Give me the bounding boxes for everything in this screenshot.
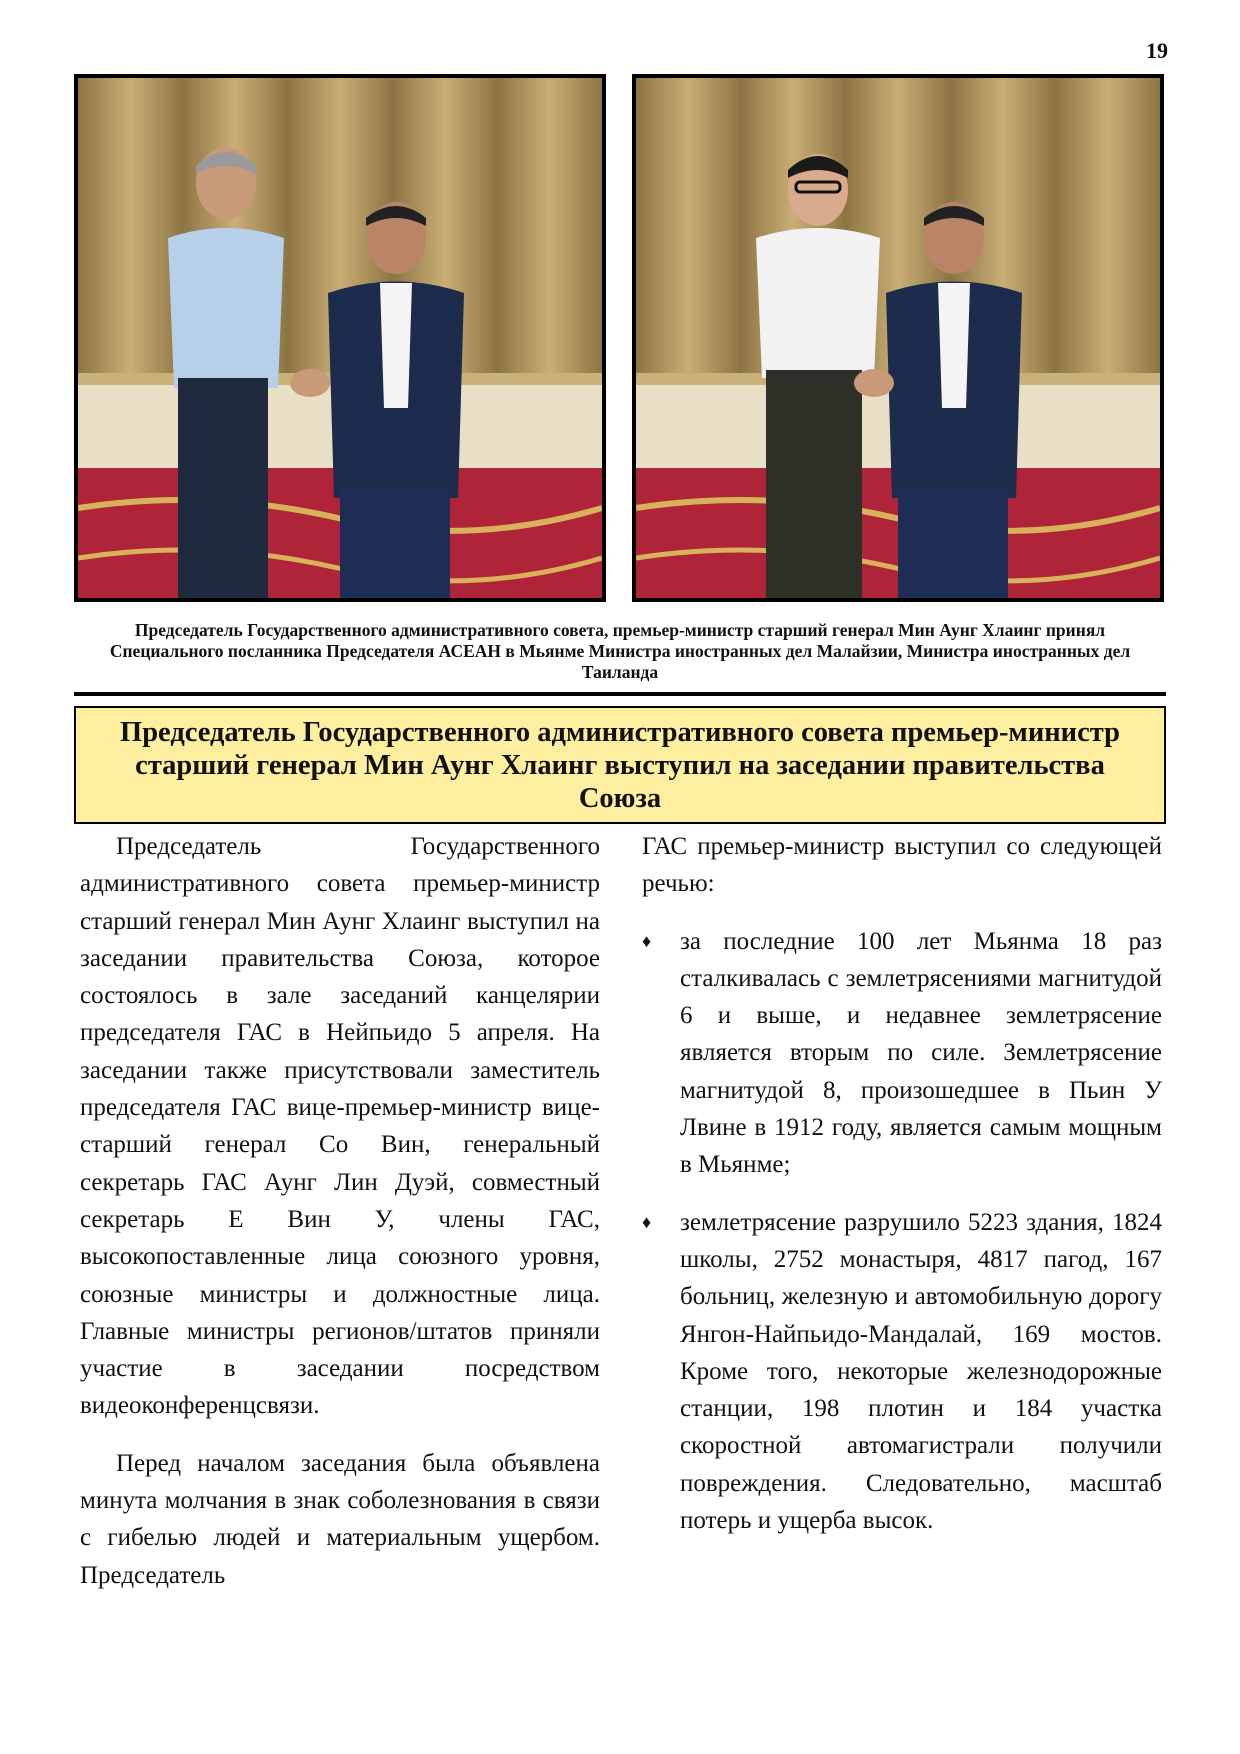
photo-caption: Председатель Государственного административного совета, премьер-министр старший генерал Мин Аунг Хлаинг принял Специального посланника Председателя АСЕАН в Мьянме Министра иностранных дел Малайзии, Министра иностранных дел Таиланда <box>109 620 1131 682</box>
handshake-photo-left <box>78 78 602 598</box>
bullet-text: землетрясение разрушило 5223 здания, 1824 школы, 2752 монастыря, 4817 пагод, 167 больниц, железную и автомобильную дорогу Янгон-Найпьидо-Мандалай, 169 мостов. Кроме того, некоторые железнодорожные станции, 198 плотин и 184 участка скоростной автомагистрали получили повреждения. Следовательно, масштаб потерь и ущерба высок. <box>680 1208 1162 1535</box>
article-paragraph: Перед началом заседания была объявлена минута молчания в знак соболезнования в связи с гибелью людей и материальным ущербом. Председатель <box>80 1449 600 1589</box>
bullet-text: за последние 100 лет Мьянма 18 раз сталкивалась с землетрясениями магнитудой 6 и выше, и недавнее землетрясение является вторым по силе. Землетрясение магнитудой 8, произошедшее в Пьин У Лвине в 1912 году, является самым мощным в Мьянме; <box>680 927 1162 1179</box>
diamond-bullet-icon: ♦ <box>642 930 652 951</box>
photo-right <box>632 74 1164 602</box>
article-column-right <box>642 828 1162 1539</box>
diamond-bullet-icon: ♦ <box>642 1211 652 1232</box>
article-column-left <box>80 828 600 1594</box>
speech-bullet-list <box>642 923 1162 1540</box>
section-divider <box>74 692 1166 696</box>
speech-bullet-item <box>642 1204 1162 1540</box>
photo-left <box>74 74 606 602</box>
article-paragraph: Председатель Государственного административного совета премьер-министр старший генерал Мин Аунг Хлаинг выступил на заседании правительства Союза, которое состоялось в зале заседаний канцелярии председателя ГАС в Нейпьидо 5 апреля. На заседании также присутствовали заместитель председателя ГАС вице-премьер-министр вице-старший генерал Со Вин, генеральный секретарь ГАС Аунг Лин Дуэй, совместный секретарь Е Вин У, члены ГАС, высокопоставленные лица союзного уровня, союзные министры и должностные лица. Главные министры регионов/штатов приняли участие в заседании посредством видеоконференцсвязи. <box>80 833 600 1420</box>
speech-intro: ГАС премьер-министр выступил со следующей речью: <box>642 833 1162 898</box>
page-number: 19 <box>1146 38 1168 63</box>
handshake-photo-right <box>636 78 1160 598</box>
speech-bullet-item <box>642 923 1162 1184</box>
article-headline: Председатель Государственного административного совета премьер-министр старший генерал Мин Аунг Хлаинг выступил на заседании правительства Союза <box>74 706 1166 824</box>
